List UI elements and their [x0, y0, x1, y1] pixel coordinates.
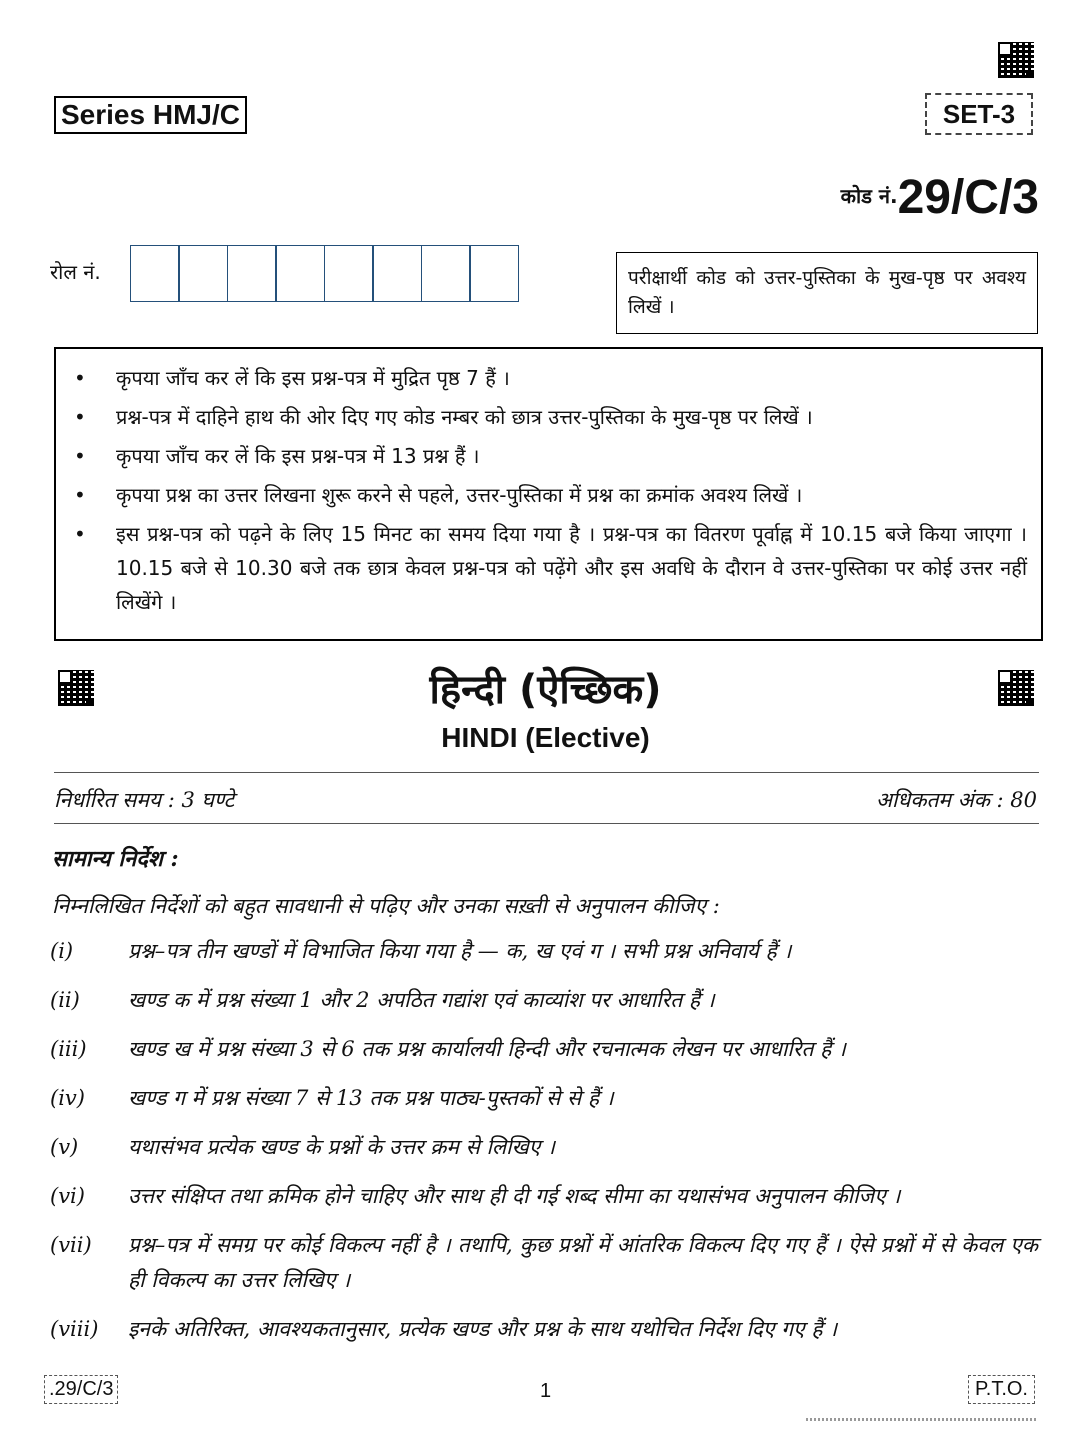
roll-number-label: रोल नं.	[50, 260, 101, 284]
divider	[54, 772, 1039, 773]
item-text: प्रश्न–पत्र तीन खण्डों में विभाजित किया गया है — क, ख एवं ग । सभी प्रश्न अनिवार्य हैं ।	[128, 939, 792, 963]
please-turn-over: P.T.O.	[968, 1375, 1035, 1404]
list-item	[50, 934, 1038, 969]
item-text: खण्ड ग में प्रश्न संख्या 7 से 13 तक प्रश्न पाठ्य-पुस्तकों से से हैं ।	[128, 1086, 614, 1110]
general-instructions-heading: सामान्य निर्देश :	[52, 846, 179, 872]
instructions-box	[54, 347, 1043, 641]
instruction-item: • इस प्रश्न-पत्र को पढ़ने के लिए 15 मिनट का समय दिया गया है । प्रश्न-पत्र का वितरण पूर्वाह्न में 10.15 बजे किया जाएगा । 10.15 बजे से 10.30 बजे तक छात्र केवल प्रश्न-पत्र को पढ़ेंगे और इस अवधि के दौरान वे उत्तर-पुस्तिका पर कोई उत्तर नहीं लिखेंगे ।	[70, 517, 1027, 619]
item-number: (vii)	[50, 1233, 92, 1257]
item-text: उत्तर संक्षिप्त तथा क्रमिक होने चाहिए और साथ ही दी गई शब्द सीमा का यथासंभव अनुपालन कीजिए ।	[128, 1184, 901, 1208]
page-number: 1	[539, 1380, 552, 1402]
roll-box[interactable]	[372, 245, 422, 302]
roll-box[interactable]	[324, 245, 374, 302]
item-text: खण्ड क में प्रश्न संख्या 1 और 2 अपठित गद्यांश एवं काव्यांश पर आधारित हैं ।	[128, 988, 715, 1012]
item-number: (vi)	[50, 1184, 85, 1208]
roll-box[interactable]	[469, 245, 519, 302]
roll-box[interactable]	[227, 245, 277, 302]
list-item	[50, 1081, 1038, 1116]
instruction-item: • कृपया जाँच कर लें कि इस प्रश्न-पत्र में मुद्रित पृष्ठ 7 हैं ।	[70, 361, 1027, 395]
paper-code	[841, 170, 1039, 225]
time-allowed: निर्धारित समय : 3 घण्टे	[54, 788, 235, 812]
item-number: (ii)	[50, 988, 80, 1012]
instruction-item: • प्रश्न-पत्र में दाहिने हाथ की ओर दिए गए कोड नम्बर को छात्र उत्तर-पुस्तिका के मुख-पृष्ठ पर लिखें ।	[70, 400, 1027, 434]
subject-title-hindi: हिन्दी (ऐच्छिक)	[429, 667, 662, 713]
item-text: इनके अतिरिक्त, आवश्यकतानुसार, प्रत्येक खण्ड और प्रश्न के साथ यथोचित निर्देश दिए गए हैं ।	[128, 1317, 838, 1341]
roll-box[interactable]	[178, 245, 228, 302]
list-item	[50, 1228, 1038, 1298]
item-number: (i)	[50, 939, 74, 963]
footer-code: .29/C/3	[44, 1375, 118, 1404]
general-instructions-list	[50, 934, 1038, 1361]
general-instructions-intro: निम्नलिखित निर्देशों को बहुत सावधानी से पढ़िए और उनका सख़्ती से अनुपालन कीजिए :	[52, 894, 720, 918]
divider	[54, 823, 1039, 824]
roll-box[interactable]	[275, 245, 325, 302]
instruction-item: • कृपया जाँच कर लें कि इस प्रश्न-पत्र में 13 प्रश्न हैं ।	[70, 439, 1027, 473]
item-number: (viii)	[50, 1317, 99, 1341]
list-item	[50, 1130, 1038, 1165]
item-number: (iii)	[50, 1037, 87, 1061]
list-item	[50, 1179, 1038, 1214]
instruction-item: • कृपया प्रश्न का उत्तर लिखना शुरू करने से पहले, उत्तर-पुस्तिका में प्रश्न का क्रमांक अवश्य लिखें ।	[70, 478, 1027, 512]
subject-title-english: HINDI (Elective)	[441, 722, 650, 753]
item-text: प्रश्न–पत्र में समग्र पर कोई विकल्प नहीं है । तथापि, कुछ प्रश्नों में आंतरिक विकल्प दिए गए हैं । ऐसे प्रश्नों में से केवल एक ही विकल्प का उत्तर लिखिए ।	[128, 1233, 1038, 1292]
item-text: यथासंभव प्रत्येक खण्ड के प्रश्नों के उत्तर क्रम से लिखिए ।	[128, 1135, 556, 1159]
list-item	[50, 1312, 1038, 1347]
list-item	[50, 1032, 1038, 1067]
roll-number-boxes	[131, 245, 519, 302]
series-label: Series HMJ/C	[54, 96, 247, 134]
code-value: 29/C/3	[897, 171, 1039, 224]
set-label: SET-3	[925, 93, 1033, 135]
roll-box[interactable]	[421, 245, 471, 302]
item-text: खण्ड ख में प्रश्न संख्या 3 से 6 तक प्रश्न कार्यालयी हिन्दी और रचनात्मक लेखन पर आधारित हैं ।	[128, 1037, 846, 1061]
candidate-code-note: परीक्षार्थी कोड को उत्तर-पुस्तिका के मुख-पृष्ठ पर अवश्य लिखें ।	[616, 252, 1038, 334]
roll-box[interactable]	[130, 245, 180, 302]
qr-code-top-right	[998, 42, 1034, 78]
list-item	[50, 983, 1038, 1018]
microprint-line	[806, 1418, 1036, 1421]
maximum-marks: अधिकतम अंक : 80	[875, 788, 1037, 812]
item-number: (v)	[50, 1135, 79, 1159]
item-number: (iv)	[50, 1086, 85, 1110]
code-label: कोड नं.	[840, 184, 898, 208]
